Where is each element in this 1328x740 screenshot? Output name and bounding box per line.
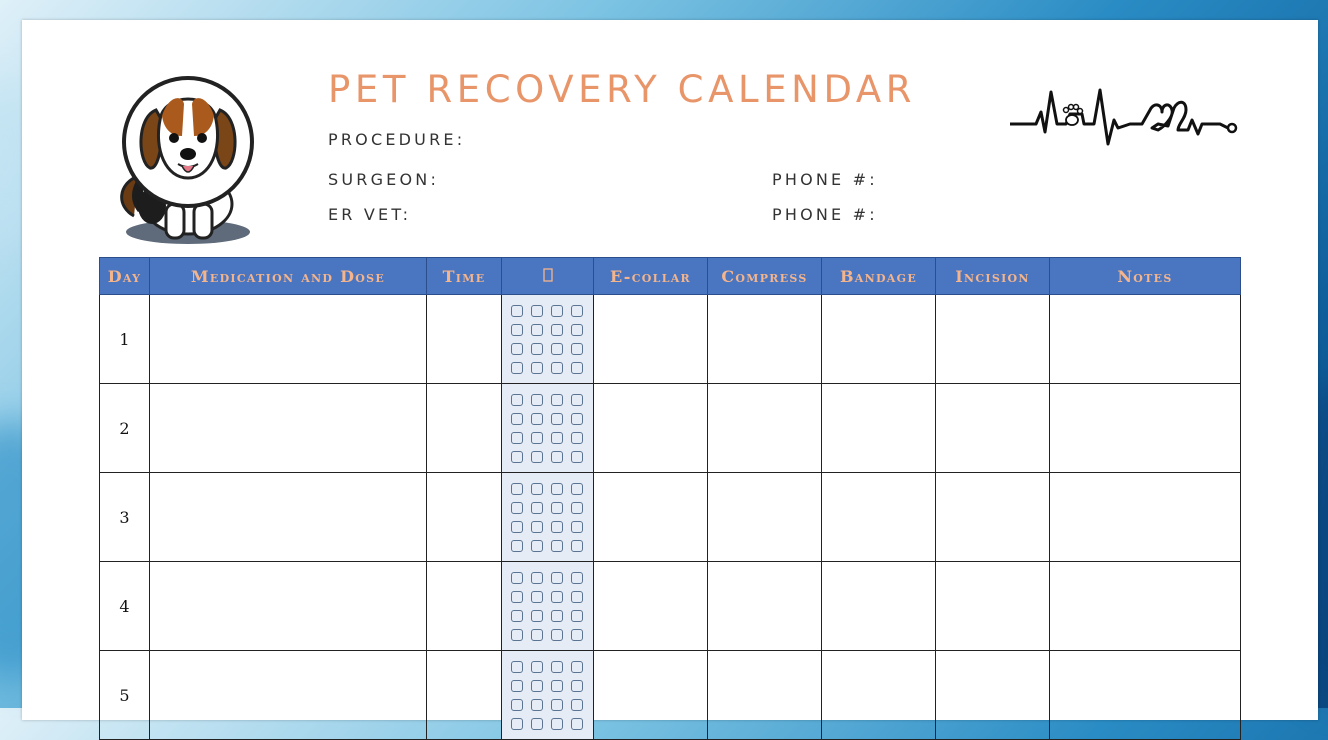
dose-checkbox[interactable] bbox=[571, 324, 583, 336]
dose-checkbox[interactable] bbox=[511, 324, 523, 336]
dose-checkbox[interactable] bbox=[551, 610, 563, 622]
col-compress-header: Compress bbox=[708, 258, 822, 295]
dose-checkbox[interactable] bbox=[551, 699, 563, 711]
day-number: 2 bbox=[100, 384, 150, 473]
bandage-cell[interactable] bbox=[822, 295, 936, 384]
bandage-cell[interactable] bbox=[822, 562, 936, 651]
notes-cell[interactable] bbox=[1050, 295, 1241, 384]
dose-checkbox[interactable] bbox=[511, 413, 523, 425]
ecollar-cell[interactable] bbox=[594, 562, 708, 651]
dose-checkbox[interactable] bbox=[571, 718, 583, 730]
compress-cell[interactable] bbox=[708, 384, 822, 473]
table-row bbox=[100, 295, 1241, 384]
col-time-header: Time bbox=[427, 258, 502, 295]
surgeon-phone-label: PHONE #: bbox=[772, 170, 878, 189]
dose-checkbox-cell bbox=[502, 651, 594, 740]
dose-checkbox[interactable] bbox=[531, 394, 543, 406]
dose-checkbox[interactable] bbox=[531, 451, 543, 463]
table-row bbox=[100, 651, 1241, 740]
dose-checkbox[interactable] bbox=[511, 305, 523, 317]
notes-cell[interactable] bbox=[1050, 562, 1241, 651]
day-number: 4 bbox=[100, 562, 150, 651]
recovery-calendar-table bbox=[99, 257, 1241, 740]
procedure-label: PROCEDURE: bbox=[328, 130, 466, 149]
dose-checkbox[interactable] bbox=[511, 394, 523, 406]
col-notes-header: Notes bbox=[1050, 258, 1241, 295]
dose-checkbox[interactable] bbox=[571, 540, 583, 552]
dose-checkbox[interactable] bbox=[511, 432, 523, 444]
dose-checkbox[interactable] bbox=[531, 432, 543, 444]
dose-checkbox[interactable] bbox=[511, 610, 523, 622]
dose-checkbox[interactable] bbox=[531, 629, 543, 641]
dose-checkbox[interactable] bbox=[571, 413, 583, 425]
dose-checkbox[interactable] bbox=[571, 362, 583, 374]
bandage-cell[interactable] bbox=[822, 651, 936, 740]
dose-checkbox-cell bbox=[502, 562, 594, 651]
dose-checkbox[interactable] bbox=[511, 591, 523, 603]
bandage-cell[interactable] bbox=[822, 384, 936, 473]
col-day-header: Day bbox=[100, 258, 150, 295]
dose-checkbox[interactable] bbox=[551, 305, 563, 317]
dose-checkbox[interactable] bbox=[531, 324, 543, 336]
time-cell[interactable] bbox=[427, 295, 502, 384]
col-ecollar-header: E-collar bbox=[594, 258, 708, 295]
dose-checkbox[interactable] bbox=[511, 699, 523, 711]
dose-checkbox[interactable] bbox=[551, 394, 563, 406]
dose-checkbox[interactable] bbox=[571, 572, 583, 584]
compress-cell[interactable] bbox=[708, 473, 822, 562]
dose-checkbox[interactable] bbox=[531, 718, 543, 730]
dose-checkbox[interactable] bbox=[551, 572, 563, 584]
dose-checkbox[interactable] bbox=[511, 629, 523, 641]
dose-checkbox[interactable] bbox=[511, 661, 523, 673]
dose-checkbox[interactable] bbox=[571, 661, 583, 673]
incision-cell[interactable] bbox=[936, 651, 1050, 740]
time-cell[interactable] bbox=[427, 473, 502, 562]
dose-checkbox[interactable] bbox=[531, 540, 543, 552]
time-cell[interactable] bbox=[427, 384, 502, 473]
col-medication-header: Medication and Dose bbox=[150, 258, 427, 295]
dose-checkbox[interactable] bbox=[551, 362, 563, 374]
compress-cell[interactable] bbox=[708, 651, 822, 740]
dose-checkbox[interactable] bbox=[531, 680, 543, 692]
notes-cell[interactable] bbox=[1050, 473, 1241, 562]
table-row bbox=[100, 384, 1241, 473]
dose-checkbox[interactable] bbox=[551, 591, 563, 603]
table-row bbox=[100, 473, 1241, 562]
page-title: PET RECOVERY CALENDAR bbox=[328, 68, 917, 111]
dose-checkbox[interactable] bbox=[571, 343, 583, 355]
dose-checkbox[interactable] bbox=[571, 451, 583, 463]
medication-cell[interactable] bbox=[150, 562, 427, 651]
col-bandage-header: Bandage bbox=[822, 258, 936, 295]
dose-checkbox[interactable] bbox=[571, 394, 583, 406]
bandage-cell[interactable] bbox=[822, 473, 936, 562]
dose-checkbox[interactable] bbox=[511, 540, 523, 552]
dose-checkbox[interactable] bbox=[551, 502, 563, 514]
er-vet-phone-label: PHONE #: bbox=[772, 205, 878, 224]
incision-cell[interactable] bbox=[936, 562, 1050, 651]
ecollar-cell[interactable] bbox=[594, 295, 708, 384]
er-vet-label: ER VET: bbox=[328, 205, 412, 224]
dose-checkbox[interactable] bbox=[551, 718, 563, 730]
checkbox-grid bbox=[502, 483, 593, 552]
dose-checkbox[interactable] bbox=[531, 610, 543, 622]
dose-checkbox[interactable] bbox=[551, 483, 563, 495]
calendar-rows bbox=[100, 295, 1241, 740]
dose-checkbox[interactable] bbox=[551, 521, 563, 533]
dose-checkbox[interactable] bbox=[531, 502, 543, 514]
dose-checkbox[interactable] bbox=[571, 521, 583, 533]
dose-checkbox[interactable] bbox=[551, 629, 563, 641]
dose-checkbox[interactable] bbox=[531, 362, 543, 374]
dose-checkbox[interactable] bbox=[511, 521, 523, 533]
dose-checkbox[interactable] bbox=[531, 661, 543, 673]
incision-cell[interactable] bbox=[936, 384, 1050, 473]
ecollar-cell[interactable] bbox=[594, 384, 708, 473]
notes-cell[interactable] bbox=[1050, 384, 1241, 473]
dose-checkbox[interactable] bbox=[511, 362, 523, 374]
dose-checkbox[interactable] bbox=[571, 629, 583, 641]
checkbox-icon bbox=[543, 268, 553, 282]
dose-checkbox[interactable] bbox=[551, 661, 563, 673]
dose-checkbox[interactable] bbox=[531, 699, 543, 711]
compress-cell[interactable] bbox=[708, 562, 822, 651]
day-number: 3 bbox=[100, 473, 150, 562]
beagle-in-cone-icon bbox=[108, 66, 268, 246]
dose-checkbox[interactable] bbox=[531, 483, 543, 495]
heartbeat-paw-heart-icon bbox=[1008, 84, 1240, 154]
dose-checkbox-cell bbox=[502, 295, 594, 384]
dose-checkbox[interactable] bbox=[511, 718, 523, 730]
time-cell[interactable] bbox=[427, 562, 502, 651]
day-number: 1 bbox=[100, 295, 150, 384]
dose-checkbox[interactable] bbox=[571, 591, 583, 603]
ecollar-cell[interactable] bbox=[594, 473, 708, 562]
dose-checkbox[interactable] bbox=[531, 591, 543, 603]
checkbox-grid bbox=[502, 661, 593, 730]
dose-checkbox-cell bbox=[502, 473, 594, 562]
dose-checkbox[interactable] bbox=[571, 610, 583, 622]
dose-checkbox[interactable] bbox=[571, 305, 583, 317]
medication-cell[interactable] bbox=[150, 651, 427, 740]
dose-checkbox[interactable] bbox=[511, 483, 523, 495]
dose-checkbox[interactable] bbox=[551, 324, 563, 336]
dose-checkbox[interactable] bbox=[511, 451, 523, 463]
dose-checkbox[interactable] bbox=[551, 540, 563, 552]
day-number: 5 bbox=[100, 651, 150, 740]
dose-checkbox[interactable] bbox=[571, 483, 583, 495]
dose-checkbox[interactable] bbox=[571, 680, 583, 692]
ecollar-cell[interactable] bbox=[594, 651, 708, 740]
checkbox-grid bbox=[502, 394, 593, 463]
dose-checkbox[interactable] bbox=[511, 343, 523, 355]
table-row bbox=[100, 562, 1241, 651]
medication-cell[interactable] bbox=[150, 473, 427, 562]
dose-checkbox[interactable] bbox=[531, 343, 543, 355]
col-incision-header: Incision bbox=[936, 258, 1050, 295]
dose-checkbox[interactable] bbox=[571, 502, 583, 514]
dose-checkbox[interactable] bbox=[511, 572, 523, 584]
calendar-page bbox=[22, 20, 1318, 720]
dose-checkbox[interactable] bbox=[551, 413, 563, 425]
medication-cell[interactable] bbox=[150, 384, 427, 473]
dose-checkbox[interactable] bbox=[511, 680, 523, 692]
medication-cell[interactable] bbox=[150, 295, 427, 384]
surgeon-label: SURGEON: bbox=[328, 170, 440, 189]
dose-checkbox[interactable] bbox=[531, 572, 543, 584]
incision-cell[interactable] bbox=[936, 473, 1050, 562]
dose-checkbox[interactable] bbox=[551, 680, 563, 692]
dose-checkbox[interactable] bbox=[571, 699, 583, 711]
dose-checkbox[interactable] bbox=[551, 451, 563, 463]
dose-checkbox[interactable] bbox=[571, 432, 583, 444]
incision-cell[interactable] bbox=[936, 295, 1050, 384]
col-checks-header bbox=[502, 258, 594, 295]
dose-checkbox[interactable] bbox=[531, 413, 543, 425]
dose-checkbox-cell bbox=[502, 384, 594, 473]
time-cell[interactable] bbox=[427, 651, 502, 740]
dose-checkbox[interactable] bbox=[531, 305, 543, 317]
checkbox-grid bbox=[502, 572, 593, 641]
compress-cell[interactable] bbox=[708, 295, 822, 384]
dose-checkbox[interactable] bbox=[551, 432, 563, 444]
dose-checkbox[interactable] bbox=[531, 521, 543, 533]
notes-cell[interactable] bbox=[1050, 651, 1241, 740]
checkbox-grid bbox=[502, 305, 593, 374]
dose-checkbox[interactable] bbox=[551, 343, 563, 355]
dose-checkbox[interactable] bbox=[511, 502, 523, 514]
